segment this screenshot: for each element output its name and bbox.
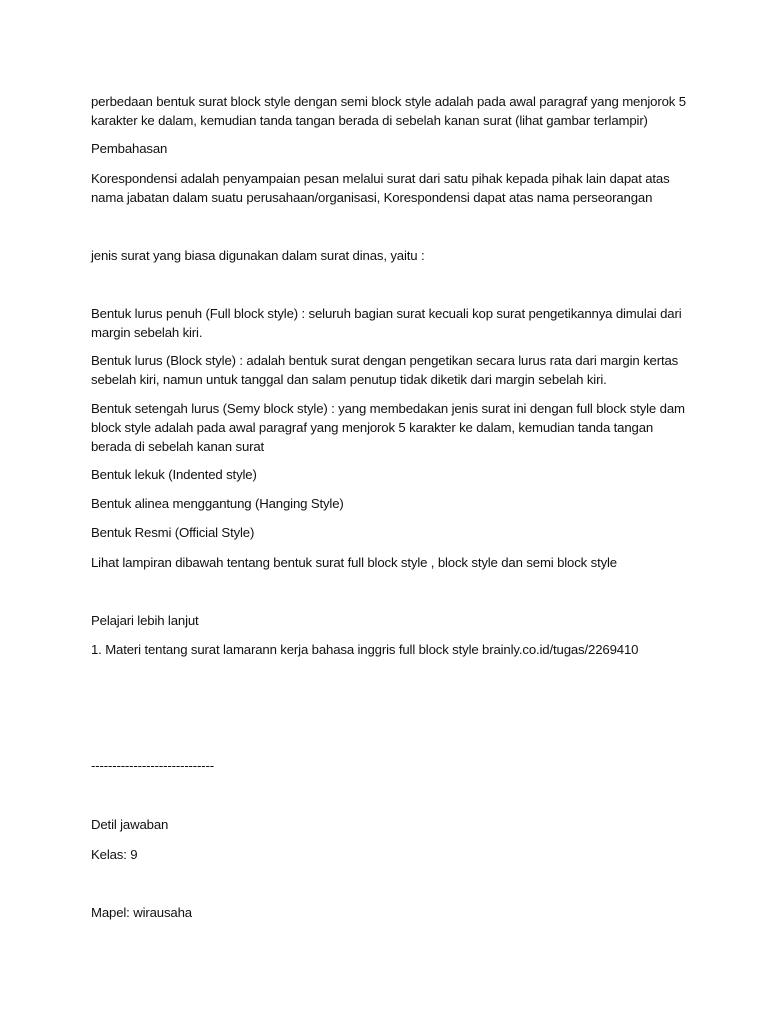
- separator-line: -----------------------------: [91, 758, 215, 773]
- indented-style-line: Bentuk lekuk (Indented style): [91, 467, 257, 482]
- intro-line-1: perbedaan bentuk surat block style dengan semi block style adalah pada awal paragraf yang menjorok 5: [91, 94, 686, 109]
- block-line-1: Bentuk lurus (Block style) : adalah bentuk surat dengan pengetikan secara lurus rata dari margin kertas: [91, 353, 679, 368]
- full-block-line-2: margin sebelah kiri.: [91, 325, 203, 340]
- pembahasan-heading: Pembahasan: [91, 141, 168, 156]
- detil-jawaban-heading: Detil jawaban: [91, 817, 169, 832]
- semi-block-line-3: berada di sebelah kanan surat: [91, 439, 265, 454]
- semi-block-line-1: Bentuk setengah lurus (Semy block style) : yang membedakan jenis surat ini dengan full block style dam: [91, 401, 685, 416]
- lihat-lampiran-line: Lihat lampiran dibawah tentang bentuk surat full block style , block style dan semi block style: [91, 555, 617, 570]
- full-block-line-1: Bentuk lurus penuh (Full block style) : seluruh bagian surat kecuali kop surat pengetikannya dimulai dari: [91, 306, 682, 321]
- kelas-line: Kelas: 9: [91, 847, 138, 862]
- intro-line-2: karakter ke dalam, kemudian tanda tangan berada di sebelah kanan surat (lihat gambar terlampir): [91, 113, 648, 128]
- mapel-line: Mapel: wirausaha: [91, 905, 192, 920]
- jenis-surat-line: jenis surat yang biasa digunakan dalam surat dinas, yaitu :: [91, 248, 425, 263]
- pelajari-heading: Pelajari lebih lanjut: [91, 613, 199, 628]
- block-line-2: sebelah kiri, namun untuk tanggal dan salam penutup tidak diketik dari margin sebelah kiri.: [91, 372, 607, 387]
- korespondensi-line-2: nama jabatan dalam suatu perusahaan/organisasi, Korespondensi dapat atas nama perseorangan: [91, 190, 653, 205]
- hanging-style-line: Bentuk alinea menggantung (Hanging Style): [91, 496, 344, 511]
- materi-line: 1. Materi tentang surat lamarann kerja bahasa inggris full block style brainly.co.id/tugas/2269410: [91, 642, 639, 657]
- semi-block-line-2: block style adalah pada awal paragraf yang menjorok 5 karakter ke dalam, kemudian tanda tangan: [91, 420, 654, 435]
- korespondensi-line-1: Korespondensi adalah penyampaian pesan melalui surat dari satu pihak kepada pihak lain dapat atas: [91, 171, 670, 186]
- official-style-line: Bentuk Resmi (Official Style): [91, 525, 255, 540]
